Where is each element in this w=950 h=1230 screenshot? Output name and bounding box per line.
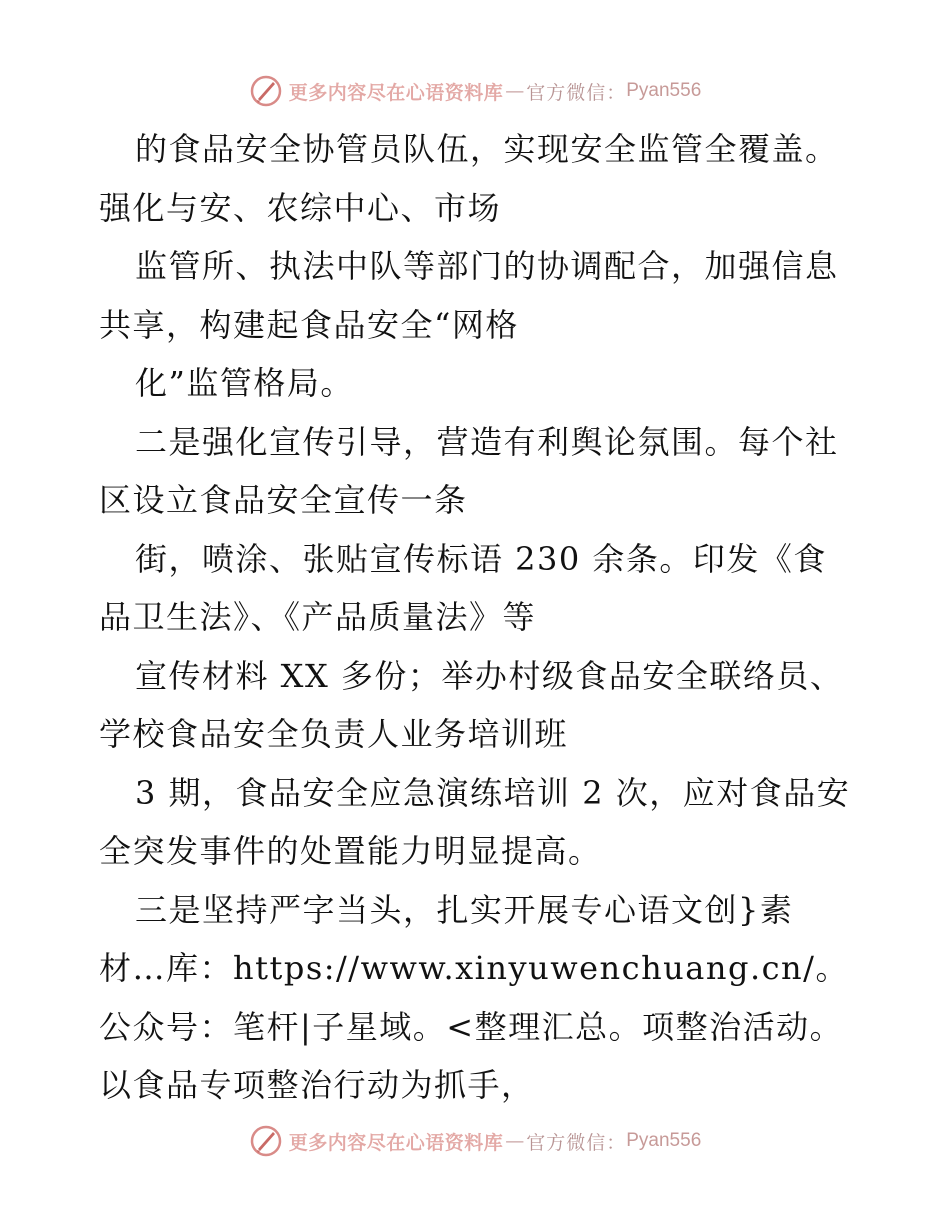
watermark-label: 官方微信： [526,1131,627,1154]
document-body [99,120,859,1115]
paragraph: 化”监管格局。 [135,364,354,402]
watermark-brand: 更多内容尽在心语资料库 [288,1131,504,1154]
paragraph: 三是坚持严字当头，扎实开展专心语文创}素材…库：https://www.xinyuwenchuang.cn/。公众号：笔杆|子星域。<整理汇总。项整治活动。以食品专项整治行动为抓手， [99,890,849,1104]
quill-seal-icon [249,74,283,108]
quill-seal-icon [249,1124,283,1158]
paragraph: 街，喷涂、张贴宣传标语 230 余条。印发《食品卫生法》、《产品质量法》等 [99,539,827,636]
watermark-wechat-id: Pyan556 [626,80,702,101]
paragraph: 二是强化宣传引导，营造有利舆论氛围。每个社区设立食品安全宣传一条 [99,422,839,519]
watermark-separator: — [505,1130,525,1152]
watermark-separator: — [505,80,525,102]
paragraph: 的食品安全协管员队伍，实现安全监管全覆盖。强化与安、农综中心、市场 [99,130,839,227]
footer-watermark [0,1121,950,1161]
paragraph: 3 期，食品安全应急演练培训 2 次，应对食品安全突发事件的处置能力明显提高。 [99,773,851,870]
header-watermark [0,71,950,111]
paragraph: 监管所、执法中队等部门的协调配合，加强信息共享，构建起食品安全“网格 [99,247,839,344]
watermark-brand: 更多内容尽在心语资料库 [288,81,504,104]
watermark-label: 官方微信： [526,81,627,104]
paragraph: 宣传材料 XX 多份；举办村级食品安全联络员、学校食品安全负责人业务培训班 [99,656,844,753]
watermark-wechat-id: Pyan556 [626,1130,702,1151]
